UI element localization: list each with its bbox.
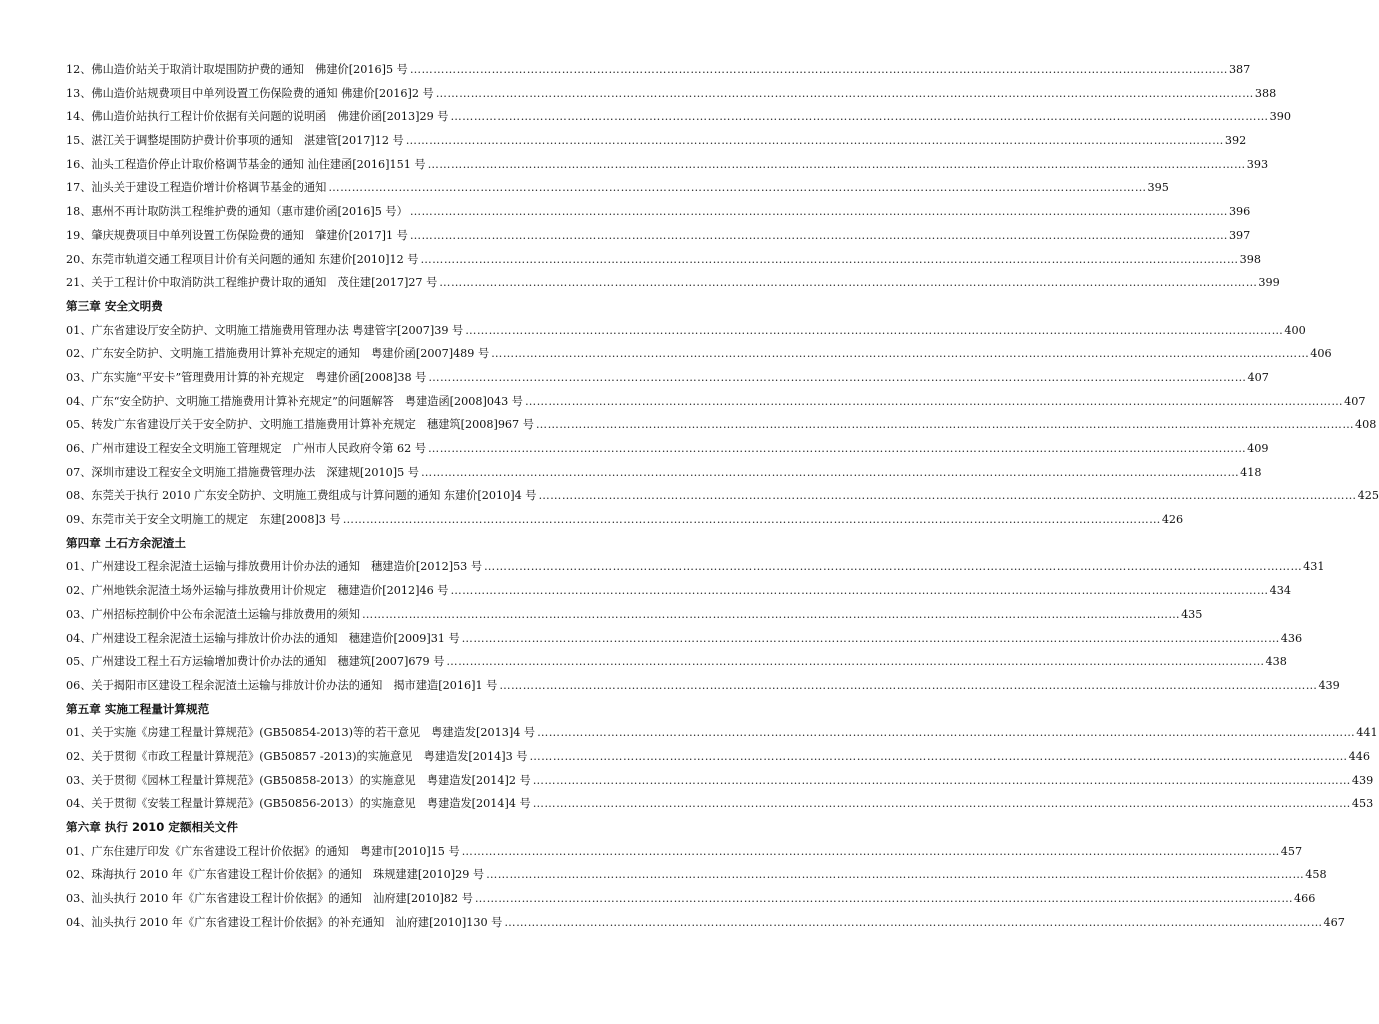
toc-entry[interactable] (66, 366, 1269, 390)
toc-entry-title: 13、佛山造价站规费项目中单列设置工伤保险费的通知 佛建价[2016]2 号 (66, 86, 434, 100)
toc-entry-page-number: 425 (1357, 489, 1379, 503)
toc-entry-title: 04、汕头执行 2010 年《广东省建设工程计价依据》的补充通知 汕府建[2010]130 号 (66, 915, 503, 929)
toc-entry-title: 18、惠州不再计取防洪工程维护费的通知（惠市建价函[2016]5 号） (66, 205, 408, 219)
toc-entry-page-number: 467 (1323, 915, 1345, 929)
chapter-heading: 第三章 安全文明费 (66, 298, 163, 313)
toc-entry[interactable] (66, 176, 1169, 200)
toc-entry-page-number: 397 (1228, 228, 1251, 242)
toc-entry[interactable] (66, 911, 1345, 935)
toc-entry[interactable] (66, 674, 1340, 698)
toc-entry[interactable] (66, 603, 1203, 627)
dot-leader (531, 769, 1351, 793)
toc-entry-page-number: 466 (1294, 892, 1316, 906)
toc-entry-title: 01、广东省建设厅安全防护、文明施工措施费用管理办法 粤建管字[2007]39 号 (66, 323, 464, 337)
dot-leader (341, 508, 1161, 532)
toc-entry-page-number: 439 (1351, 773, 1374, 787)
toc-entry-title: 02、广州地铁余泥渣土场外运输与排放费用计价规定 穗建造价[2012]46 号 (66, 584, 449, 598)
toc-entry[interactable] (66, 342, 1332, 366)
dot-leader (527, 745, 1347, 769)
toc-entry-title: 14、佛山造价站执行工程计价依据有关问题的说明函 佛建价函[2013]29 号 (66, 110, 449, 124)
chapter-heading: 第五章 实施工程量计算规范 (66, 701, 210, 716)
toc-entry-title: 04、关于贯彻《安装工程量计算规范》(GB50856-2013）的实施意见 粤建造发[2014]4 号 (66, 797, 531, 811)
dot-leader (437, 271, 1257, 295)
dot-leader (444, 650, 1264, 674)
toc-entry[interactable] (66, 555, 1325, 579)
toc-entry-title: 19、肇庆规费项目中单列设置工伤保险费的通知 肇建价[2017]1 号 (66, 228, 408, 242)
dot-leader (463, 319, 1283, 343)
toc-entry-title: 02、关于贯彻《市政工程量计算规范》(GB50857 -2013)的实施意见 粤建造发[2014]3 号 (66, 749, 528, 763)
toc-entry-page-number: 431 (1303, 560, 1325, 574)
toc-entry-page-number: 390 (1269, 110, 1291, 124)
toc-entry-title: 12、佛山造价站关于取消计取堤围防护费的通知 佛建价[2016]5 号 (66, 63, 408, 76)
toc-entry-title: 03、广东实施“平安卡”管理费用计算的补充规定 粤建价函[2008]38 号 (66, 370, 427, 384)
toc-entry-title: 03、关于贯彻《园林工程量计算规范》(GB50858-2013）的实施意见 粤建造发[2014]2 号 (66, 773, 531, 787)
toc-entry-page-number: 434 (1269, 584, 1291, 598)
toc-entry-page-number: 439 (1318, 678, 1340, 692)
dot-leader (408, 200, 1228, 224)
dot-leader (360, 603, 1180, 627)
toc-entry[interactable] (66, 721, 1378, 745)
toc-entry[interactable] (66, 58, 1251, 82)
dot-leader (473, 887, 1293, 911)
toc-entry[interactable] (66, 248, 1261, 272)
toc-entry-title: 01、广州建设工程余泥渣土运输与排放费用计价办法的通知 穗建造价[2012]53 号 (66, 560, 483, 574)
dot-leader (489, 342, 1309, 366)
toc-entry[interactable] (66, 271, 1280, 295)
toc-entry-page-number: 426 (1161, 513, 1184, 527)
toc-entry[interactable] (66, 484, 1379, 508)
toc-entry[interactable] (66, 129, 1247, 153)
toc-entry-page-number: 406 (1310, 347, 1332, 361)
dot-leader (326, 176, 1146, 200)
toc-entry-title: 03、广州招标控制价中公布余泥渣土运输与排放费用的须知 (66, 607, 360, 621)
toc-entry-page-number: 407 (1344, 394, 1366, 408)
toc-entry-title: 04、广东“安全防护、文明施工措施费用计算补充规定”的问题解答 粤建造函[2008]043 号 (66, 394, 523, 408)
toc-entry[interactable] (66, 769, 1374, 793)
toc-entry[interactable] (66, 153, 1269, 177)
toc-entry-page-number: 388 (1254, 86, 1277, 100)
toc-entry-page-number: 399 (1258, 276, 1280, 290)
toc-entry-title: 02、广东安全防护、文明施工措施费用计算补充规定的通知 粤建价函[2007]489 号 (66, 347, 490, 361)
dot-leader (523, 390, 1343, 414)
dot-leader (534, 413, 1354, 437)
dot-leader (448, 105, 1268, 129)
dot-leader (535, 721, 1355, 745)
toc-entry-page-number: 387 (1228, 63, 1251, 76)
toc-entry-title: 05、广州建设工程土石方运输增加费计价办法的通知 穗建筑[2007]679 号 (66, 655, 445, 669)
toc-entry-page-number: 395 (1147, 181, 1169, 195)
dot-leader (460, 627, 1280, 651)
dot-leader (426, 437, 1246, 461)
toc-entry[interactable] (66, 461, 1262, 485)
toc-entry-page-number: 446 (1348, 749, 1370, 763)
dot-leader (426, 153, 1246, 177)
toc-entry[interactable] (66, 650, 1287, 674)
toc-entry-page-number: 436 (1280, 631, 1303, 645)
toc-entry[interactable] (66, 745, 1370, 769)
dot-leader (404, 129, 1224, 153)
toc-entry[interactable] (66, 863, 1327, 887)
toc-entry[interactable] (66, 840, 1303, 864)
toc-entry-title: 06、广州市建设工程安全文明施工管理规定 广州市人民政府令第 62 号 (66, 442, 427, 455)
toc-entry-title: 04、广州建设工程余泥渣土运输与排放计价办法的通知 穗建造价[2009]31 号 (66, 631, 460, 645)
toc-entry-title: 01、广东住建厅印发《广东省建设工程计价依据》的通知 粤建市[2010]15 号 (66, 844, 460, 858)
toc-entry[interactable] (66, 224, 1251, 248)
toc-entry-title: 06、关于揭阳市区建设工程余泥渣土运输与排放计价办法的通知 揭市建造[2016]1 号 (66, 678, 498, 692)
dot-leader (434, 82, 1254, 106)
table-of-contents (66, 58, 1379, 934)
toc-entry-page-number: 435 (1181, 607, 1203, 621)
chapter-heading: 第六章 执行 2010 定额相关文件 (66, 820, 238, 834)
dot-leader (426, 366, 1246, 390)
toc-entry-page-number: 438 (1265, 655, 1287, 669)
dot-leader (484, 863, 1304, 887)
toc-entry-page-number: 396 (1228, 205, 1251, 219)
dot-leader (482, 555, 1302, 579)
dot-leader (448, 579, 1268, 603)
dot-leader (419, 461, 1239, 485)
toc-entry-page-number: 398 (1239, 252, 1261, 266)
toc-entry-title: 07、深圳市建设工程安全文明施工措施费管理办法 深建规[2010]5 号 (66, 465, 419, 479)
toc-entry-page-number: 393 (1246, 157, 1269, 171)
toc-entry[interactable] (66, 105, 1291, 129)
toc-entry-page-number: 409 (1247, 442, 1269, 455)
toc-entry-page-number: 392 (1224, 134, 1247, 148)
toc-entry-page-number: 441 (1356, 726, 1378, 740)
toc-entry-title: 02、珠海执行 2010 年《广东省建设工程计价依据》的通知 珠规建建[2010]29 号 (66, 868, 485, 882)
toc-entry-title: 09、东莞市关于安全文明施工的规定 东建[2008]3 号 (66, 513, 341, 527)
dot-leader (460, 840, 1280, 864)
toc-entry[interactable] (66, 579, 1291, 603)
toc-entry-page-number: 400 (1284, 323, 1306, 337)
toc-entry[interactable] (66, 82, 1277, 106)
toc-entry-page-number: 418 (1240, 465, 1262, 479)
toc-entry-page-number: 457 (1280, 844, 1303, 858)
toc-entry-page-number: 408 (1355, 418, 1377, 432)
toc-entry-page-number: 453 (1351, 797, 1374, 811)
dot-leader (408, 224, 1228, 248)
toc-entry[interactable] (66, 200, 1251, 224)
toc-entry-title: 15、湛江关于调整堤围防护费计价事项的通知 湛建管[2017]12 号 (66, 134, 404, 148)
toc-entry[interactable] (66, 792, 1374, 816)
toc-entry[interactable] (66, 413, 1377, 437)
toc-entry[interactable] (66, 627, 1303, 651)
toc-entry-title: 01、关于实施《房建工程量计算规范》(GB50854-2013)等的若干意见 粤建造发[2013]4 号 (66, 726, 536, 740)
toc-entry[interactable] (66, 887, 1316, 911)
toc-entry-page-number: 458 (1305, 868, 1327, 882)
dot-leader (502, 911, 1322, 935)
toc-entry-title: 16、汕头工程造价停止计取价格调节基金的通知 汕住建函[2016]151 号 (66, 157, 426, 171)
toc-entry[interactable] (66, 319, 1306, 343)
dot-leader (418, 248, 1238, 272)
toc-entry-title: 20、东莞市轨道交通工程项目计价有关问题的通知 东建价[2010]12 号 (66, 252, 419, 266)
dot-leader (497, 674, 1317, 698)
dot-leader (536, 484, 1356, 508)
toc-entry[interactable] (66, 390, 1366, 414)
dot-leader (531, 792, 1351, 816)
toc-entry-title: 05、转发广东省建设厅关于安全防护、文明施工措施费用计算补充规定 穗建筑[2008]967 号 (66, 418, 534, 432)
toc-entry-page-number: 407 (1247, 370, 1269, 384)
toc-entry[interactable] (66, 437, 1269, 461)
toc-entry-title: 17、汕头关于建设工程造价增计价格调节基金的通知 (66, 181, 327, 195)
toc-entry-title: 08、东莞关于执行 2010 广东安全防护、文明施工费组成与计算问题的通知 东建价[2010]4 号 (66, 489, 537, 503)
toc-entry-title: 21、关于工程计价中取消防洪工程维护费计取的通知 茂住建[2017]27 号 (66, 276, 438, 290)
toc-entry[interactable] (66, 508, 1184, 532)
chapter-heading: 第四章 土石方余泥渣土 (66, 535, 186, 550)
toc-entry-title: 03、汕头执行 2010 年《广东省建设工程计价依据》的通知 汕府建[2010]82 号 (66, 892, 473, 906)
dot-leader (408, 58, 1228, 82)
